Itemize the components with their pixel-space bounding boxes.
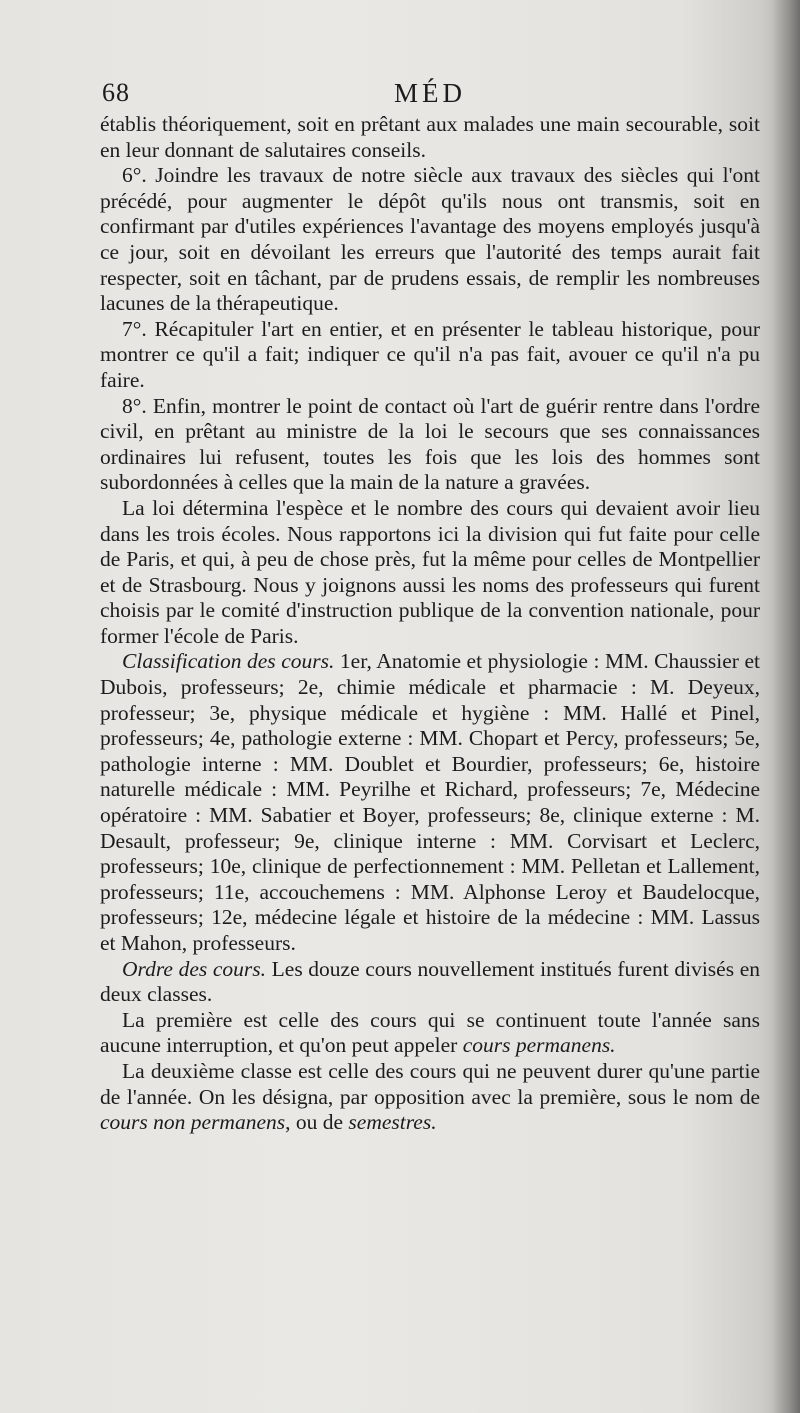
italic-term: semestres. xyxy=(348,1110,437,1135)
section-lead: Ordre des cours. xyxy=(122,956,267,981)
italic-term: cours permanens. xyxy=(462,1033,616,1058)
page-number: 68 xyxy=(102,78,130,107)
running-head: MÉD xyxy=(394,78,466,108)
paragraph-item-8: 8°. Enfin, montrer le point de contact où l'art de guérir rentre dans l'ordre civil, en prêtant au ministre de la loi le secours que ses connaissances ordinaires lui refusent, toutes les fois que les lois des hommes sont subordonnées à celles que la main de la nature a gravées. xyxy=(100,393,760,495)
paragraph-item-7: 7°. Récapituler l'art en entier, et en présenter le tableau historique, pour montrer ce qu'il a fait; indiquer ce qu'il n'a pas fait, avouer ce qu'il n'a pu faire. xyxy=(100,316,760,392)
paragraph-item-6: 6°. Joindre les travaux de notre siècle aux travaux des siècles qui l'ont précédé, pour augmenter le dépôt qu'ils nous ont transmis, soit en confirmant par d'utiles expériences l'avantage des moyens employés jusqu'à ce jour, soit en dévoilant les erreurs que l'autorité des temps aurait fait respecter, soit en tâchant, par de prudens essais, de remplir les nombreuses lacunes de la thérapeutique. xyxy=(100,163,760,316)
italic-term: cours non permanens xyxy=(100,1110,286,1135)
paragraph-law: La loi détermina l'espèce et le nombre des cours qui devaient avoir lieu dans les trois écoles. Nous rapportons ici la division qui fut faite pour celle de Paris, et qui, à peu de chose près, fut la même pour celles de Montpellier et de Strasbourg. Nous y joignons aussi les noms des professeurs qui furent choisis par le comité d'instruction publique de la convention nationale, pour former l'école de Paris. xyxy=(100,495,760,648)
binding-shadow xyxy=(772,0,800,1413)
paragraph-continuation: établis théoriquement, soit en prêtant aux malades une main secourable, soit en leur donnant de salutaires conseils. xyxy=(100,112,760,162)
body-text xyxy=(100,112,760,1136)
paragraph-classification: Classification des cours. 1er, Anatomie et physiologie : MM. Chaussier et Dubois, professeurs; 2e, chimie médicale et pharmacie : M. Deyeux, professeur; 3e, physique médicale et hygiène : MM. Hallé et Pinel, professeurs; 4e, pathologie externe : MM. Chopart et Percy, professeurs; 5e, pathologie interne : MM. Doublet et Bourdier, professeurs; 6e, histoire naturelle médicale : MM. Peyrilhe et Richard, professeurs; 7e, Médecine opératoire : MM. Sabatier et Boyer, professeurs; 8e, clinique externe : M. Desault, professeur; 9e, clinique interne : MM. Corvisart et Leclerc, professeurs; 10e, clinique de perfectionnement : MM. Pelletan et Lallement, professeurs; 11e, accouchemens : MM. Alphonse Leroy et Baudelocque, professeurs; 12e, médecine légale et histoire de la médecine : MM. Lassus et Mahon, professeurs. xyxy=(100,649,760,955)
section-lead: Classification des cours. xyxy=(122,649,335,674)
paragraph-second-class: La deuxième classe est celle des cours qui ne peuvent durer qu'une partie de l'année. On les désigna, par opposition avec la première, sous le nom de cours non permanens, ou de semestres. xyxy=(100,1058,760,1135)
paragraph-first-class: La première est celle des cours qui se continuent toute l'année sans aucune interruption, et qu'on peut appeler cours permanens. xyxy=(100,1007,760,1058)
page-header xyxy=(100,72,760,112)
paragraph-order: Ordre des cours. Les douze cours nouvellement institués furent divisés en deux classes. xyxy=(100,956,760,1007)
